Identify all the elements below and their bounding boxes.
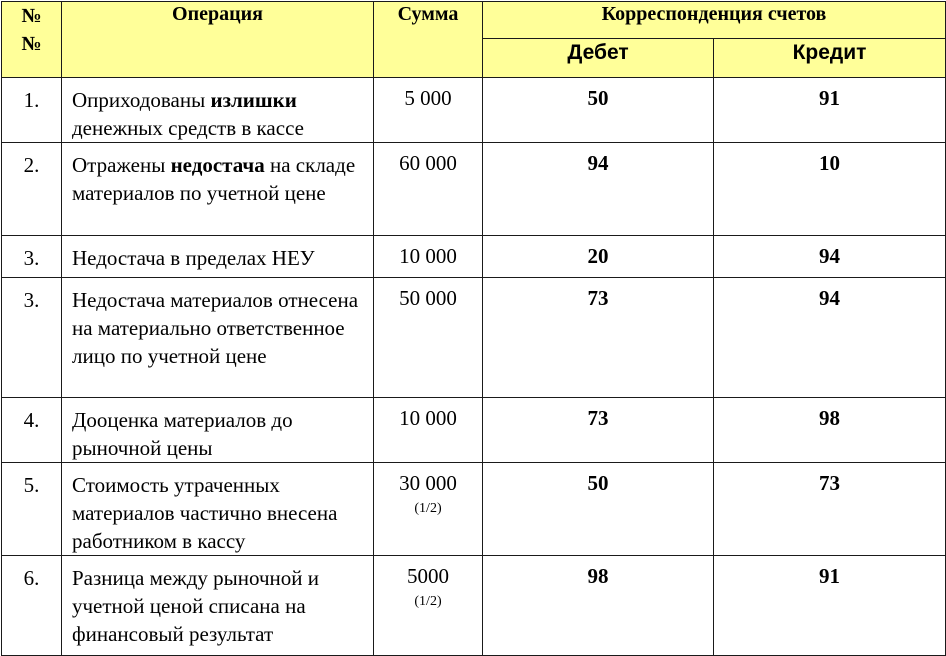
header-debit: Дебет: [483, 39, 714, 78]
amount-note: (1/2): [414, 501, 442, 516]
row-operation: Недостача материалов отнесена на материально ответственное лицо по учетной цене: [62, 278, 374, 398]
header-number: [2, 2, 62, 78]
row-debit: 20: [483, 236, 714, 278]
row-credit: 91: [714, 556, 946, 656]
amount-note: (1/2): [414, 594, 442, 609]
row-operation: Отражены недостача на складе материалов по учетной цене: [62, 143, 374, 236]
table-row: [2, 398, 946, 463]
table-row: [2, 556, 946, 656]
row-amount: 30 000 (1/2): [374, 463, 483, 556]
header-number-line2: №: [21, 33, 42, 55]
row-amount: 5000 (1/2): [374, 556, 483, 656]
header-correspondence: Корреспонденция счетов: [483, 2, 946, 39]
row-operation: Стоимость утраченных материалов частично внесена работником в кассу: [62, 463, 374, 556]
table-row: [2, 143, 946, 236]
row-credit: 94: [714, 236, 946, 278]
row-operation: Дооценка материалов до рыночной цены: [62, 398, 374, 463]
row-amount: 10 000: [374, 236, 483, 278]
row-number: 3.: [2, 236, 62, 278]
row-number: 1.: [2, 78, 62, 143]
row-credit: 73: [714, 463, 946, 556]
row-number: 2.: [2, 143, 62, 236]
row-debit: 98: [483, 556, 714, 656]
row-amount: 50 000: [374, 278, 483, 398]
row-debit: 73: [483, 278, 714, 398]
row-number: 5.: [2, 463, 62, 556]
table-row: [2, 78, 946, 143]
header-operation: Операция: [62, 2, 374, 78]
table-row: [2, 278, 946, 398]
row-number: 3.: [2, 278, 62, 398]
row-credit: 94: [714, 278, 946, 398]
row-credit: 98: [714, 398, 946, 463]
row-debit: 73: [483, 398, 714, 463]
row-debit: 50: [483, 78, 714, 143]
row-credit: 10: [714, 143, 946, 236]
row-debit: 94: [483, 143, 714, 236]
header-amount: Сумма: [374, 2, 483, 78]
row-amount: 60 000: [374, 143, 483, 236]
row-operation: Недостача в пределах НЕУ: [62, 236, 374, 278]
row-credit: 91: [714, 78, 946, 143]
table-row: [2, 236, 946, 278]
header-credit: Кредит: [714, 39, 946, 78]
row-operation: Разница между рыночной и учетной ценой списана на финансовый результат: [62, 556, 374, 656]
table-row: [2, 463, 946, 556]
row-number: 6.: [2, 556, 62, 656]
row-operation: Оприходованы излишки денежных средств в кассе: [62, 78, 374, 143]
row-amount: 10 000: [374, 398, 483, 463]
ledger-table: [1, 1, 946, 656]
row-debit: 50: [483, 463, 714, 556]
header-number-line1: №: [21, 5, 42, 27]
row-number: 4.: [2, 398, 62, 463]
row-amount: 5 000: [374, 78, 483, 143]
